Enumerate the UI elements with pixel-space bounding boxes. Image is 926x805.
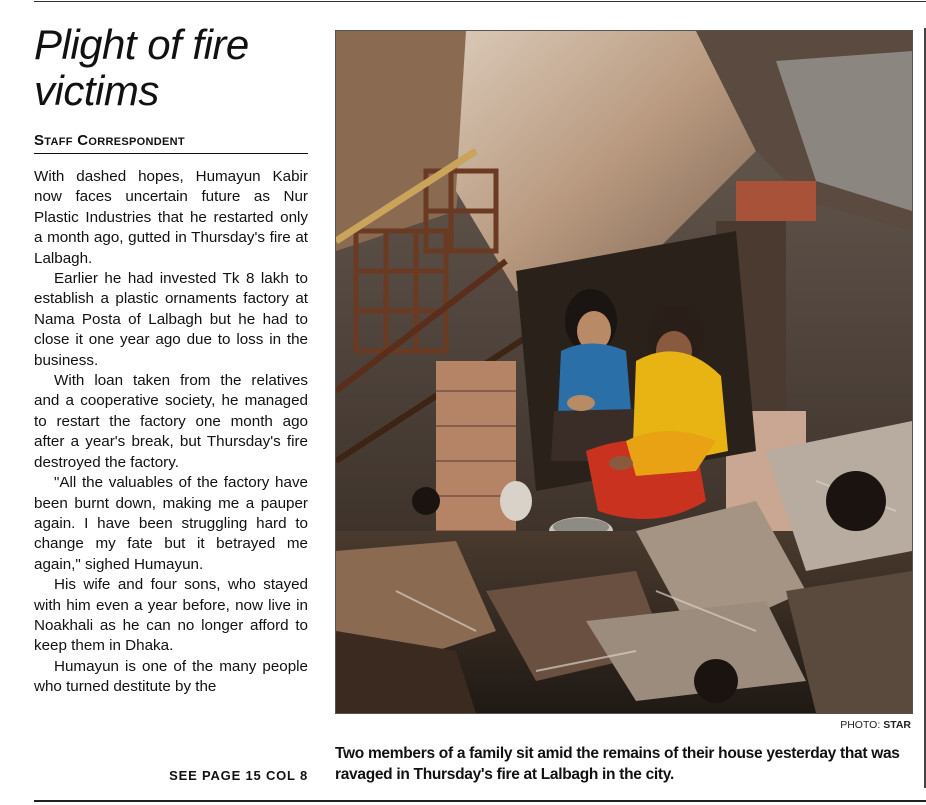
fire-ruins-illustration	[336, 31, 912, 713]
article-column	[34, 22, 308, 698]
paragraph: "All the valuables of the factory have been burnt down, making me a pauper again. I have been struggling hard to change my fate but it betrayed me again," sighed Humayun.	[34, 474, 308, 573]
paragraph: With loan taken from the relatives and a cooperative society, he managed to restart the factory one month ago after a year's break, but Thursday's fire destroyed the factory.	[34, 372, 308, 471]
paragraph: Humayun is one of the many people who turned destitute by the	[34, 657, 308, 696]
photo-credit-label: PHOTO:	[840, 719, 881, 731]
top-rule	[34, 1, 926, 2]
paragraph: With dashed hopes, Humayun Kabir now faces uncertain future as Nur Plastic Industries that he restarted only a month ago, gutted in Thursday's fire at Lalbagh.	[34, 168, 308, 267]
photo-credit	[335, 719, 911, 731]
news-photo	[335, 30, 913, 714]
bottom-rule	[34, 800, 926, 802]
byline: Staff Correspondent	[34, 132, 308, 154]
headline: Plight of fire victims	[34, 21, 249, 114]
article-body	[34, 167, 308, 698]
continuation-jump: SEE PAGE 15 COL 8	[169, 768, 308, 783]
paragraph: Earlier he had invested Tk 8 lakh to establish a plastic ornaments factory at Nama Posta of Lalbagh but he had to close it one year ago due to loss in the business.	[34, 270, 308, 369]
photo-credit-source: STAR	[883, 719, 911, 731]
photo-caption: Two members of a family sit amid the remains of their house yesterday that was ravaged in Thursday's fire at Lalbagh in the city.	[335, 745, 900, 783]
paragraph: His wife and four sons, who stayed with him even a year before, now live in Noakhali as he can no longer afford to keep them in Dhaka.	[34, 576, 308, 655]
